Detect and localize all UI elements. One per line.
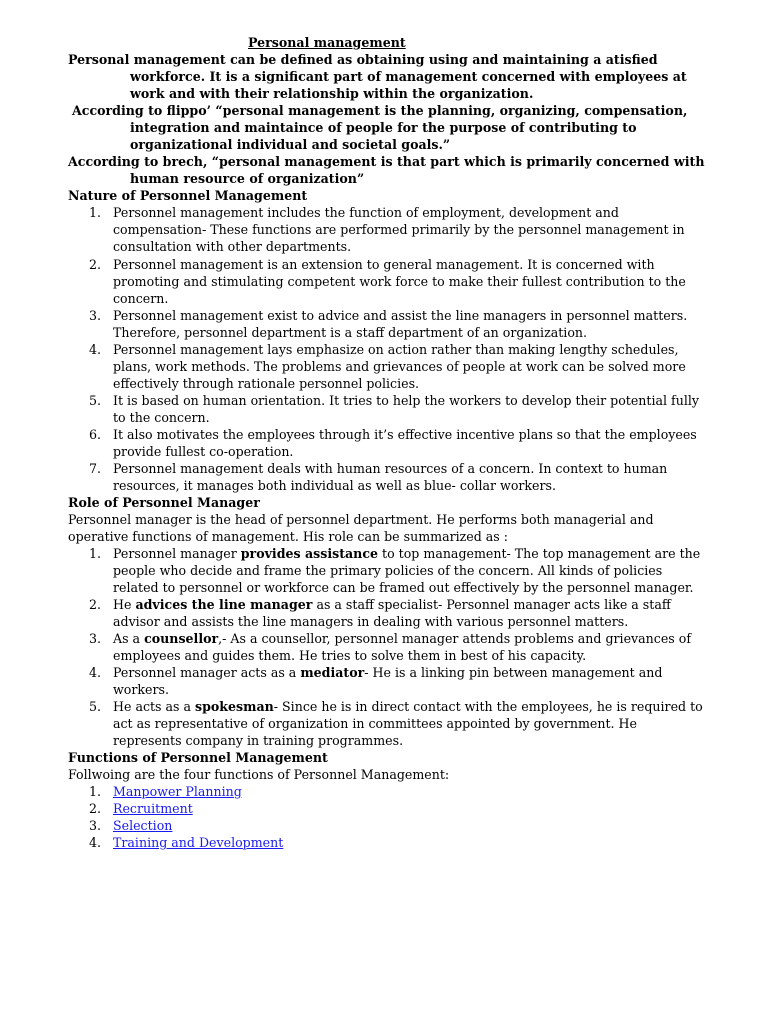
list-item [68, 256, 708, 307]
list-number: 4. [89, 665, 102, 680]
role-term: provides assistance [240, 546, 379, 561]
functions-heading: Functions of Personnel Management [68, 750, 328, 765]
list-number: 3. [89, 631, 102, 646]
list-item [68, 664, 708, 698]
role-heading: Role of Personnel Manager [68, 495, 260, 510]
role-pre: He acts as a [113, 699, 196, 714]
list-item [68, 596, 708, 630]
list-item-text: Personnel management is an extension to general management. It is concerned with promoting and stimulating competent work force to make their fullest contribution to the concern. [113, 257, 686, 306]
role-pre: He [113, 597, 136, 612]
role-intro: Personnel manager is the head of personnel department. He performs both managerial and operative functions of management. His role can be summarized as : [68, 512, 654, 544]
role-term: spokesman [195, 699, 274, 714]
list-item-text: Personnel management exist to advice and assist the line managers in personnel matters. Therefore, personnel department is a staff department of an organization. [113, 308, 688, 340]
link-recruitment[interactable]: Recruitment [113, 801, 193, 816]
role-pre: Personnel manager acts as a [113, 665, 301, 680]
role-post: - He is a linking pin between management and workers. [113, 665, 663, 697]
intro-definition: Personal management can be defined as obtaining using and maintaining a atisfied workforce. It is a significant part of management concerned with employees at work and with their relationship within the organization. [68, 52, 687, 101]
list-item [68, 392, 708, 426]
link-manpower-planning[interactable]: Manpower Planning [113, 784, 242, 799]
list-item [68, 307, 708, 341]
list-item [68, 817, 708, 834]
list-item [68, 630, 708, 664]
list-item-text: Personnel management deals with human resources of a concern. In context to human resources, it manages both individual as well as blue- collar workers. [113, 461, 668, 493]
list-item [68, 426, 708, 460]
list-number: 1. [89, 546, 102, 561]
document-title: Personal management [248, 35, 406, 50]
intro-brech-quote: According to brech, “personal management is that part which is primarily concerned with human resource of organization” [68, 154, 705, 186]
role-term: mediator [300, 665, 365, 680]
role-post: - Since he is in direct contact with the employees, he is required to act as representative of organization in committees appointed by government. He represents company in training programmes. [113, 699, 703, 748]
list-item [68, 341, 708, 392]
document-page [68, 34, 708, 851]
list-number: 6. [89, 427, 102, 442]
nature-heading: Nature of Personnel Management [68, 188, 308, 203]
list-item-text: It is based on human orientation. It tries to help the workers to develop their potential fully to the concern. [113, 393, 699, 425]
role-term: advices the line manager [135, 597, 313, 612]
list-number: 2. [89, 257, 102, 272]
list-number: 5. [89, 699, 102, 714]
role-term: counsellor [144, 631, 219, 646]
role-list [68, 545, 708, 749]
functions-intro: Follwoing are the four functions of Personnel Management: [68, 767, 450, 782]
role-pre: As a [113, 631, 145, 646]
list-item [68, 783, 708, 800]
role-post: ,- As a counsellor, personnel manager attends problems and grievances of employees and guides them. He tries to solve them in best of his capacity. [113, 631, 691, 663]
list-number: 3. [89, 818, 102, 833]
role-post: as a staff specialist- Personnel manager acts like a staff advisor and assists the line managers in dealing with various personnel matters. [113, 597, 671, 629]
list-number: 4. [89, 342, 102, 357]
role-pre: Personnel manager [113, 546, 241, 561]
list-item [68, 204, 708, 255]
list-number: 1. [89, 205, 102, 220]
list-item-text: Personnel management includes the function of employment, development and compensation- These functions are performed primarily by the personnel management in consultation with other departments. [113, 205, 685, 254]
list-item-text: Personnel management lays emphasize on action rather than making lengthy schedules, plans, work methods. The problems and grievances of people at work can be solved more effectively through rationale personnel policies. [113, 342, 686, 391]
link-selection[interactable]: Selection [113, 818, 173, 833]
link-training-and-development[interactable]: Training and Development [113, 835, 284, 850]
functions-list [68, 783, 708, 851]
intro-flippo-quote: According to flippo’ “personal management is the planning, organizing, compensation, integration and maintaince of people for the purpose of contributing to organizational individual and societal goals.” [72, 103, 688, 152]
list-number: 1. [89, 784, 102, 799]
list-number: 5. [89, 393, 102, 408]
list-number: 4. [89, 835, 102, 850]
list-number: 2. [89, 801, 102, 816]
list-item [68, 834, 708, 851]
list-item [68, 800, 708, 817]
nature-list [68, 204, 708, 494]
list-number: 3. [89, 308, 102, 323]
list-item [68, 460, 708, 494]
list-number: 7. [89, 461, 102, 476]
list-item-text: It also motivates the employees through it’s effective incentive plans so that the employees provide fullest co-operation. [113, 427, 697, 459]
list-number: 2. [89, 597, 102, 612]
list-item [68, 545, 708, 596]
role-post: to top management- The top management are the people who decide and frame the primary policies of the concern. All kinds of policies related to personnel or workforce can be framed out effectively by the personnel manager. [113, 546, 701, 595]
list-item [68, 698, 708, 749]
